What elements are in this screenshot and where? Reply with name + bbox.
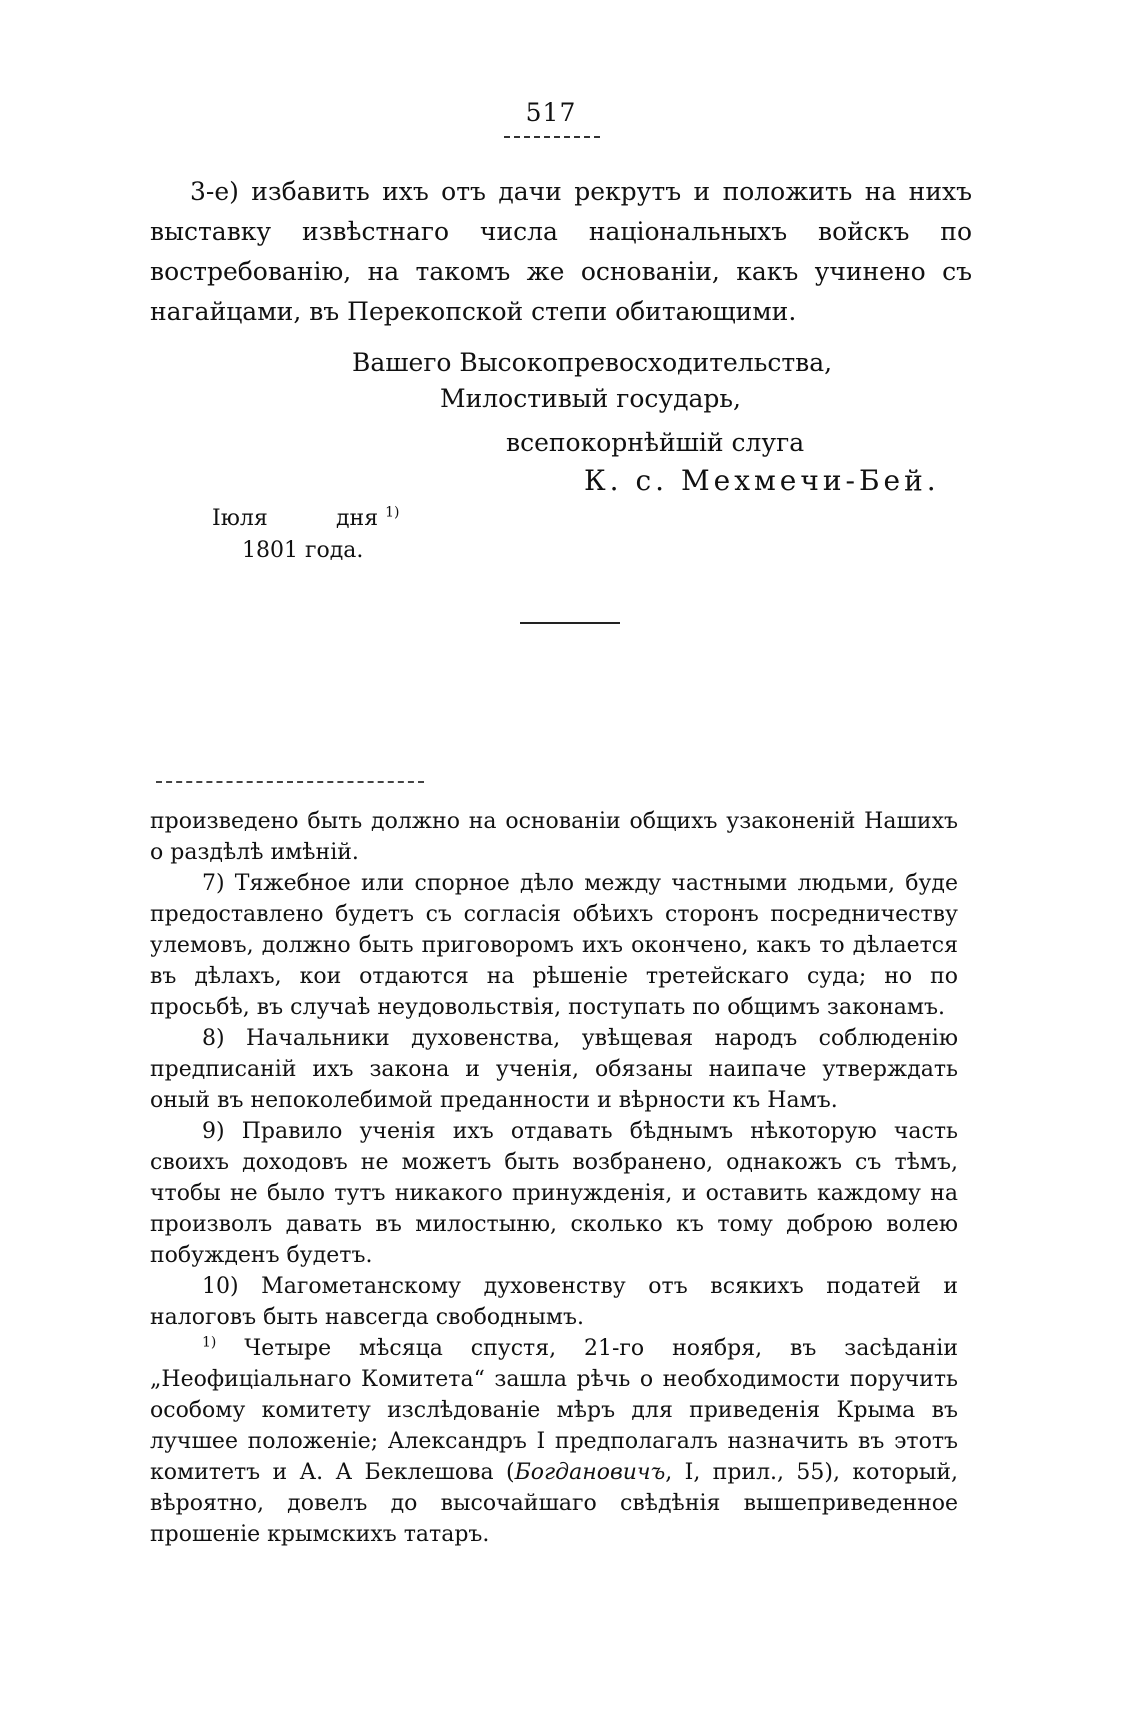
article-7-paragraph: 7) Тяжебное или спорное дѣло между частными людьми, буде предоставлено будетъ съ согласія обѣихъ сторонъ посредничеству улемовъ, должно быть приговоромъ ихъ окончено, какъ то дѣлается въ дѣлахъ, кои отдаются на рѣшеніе третейскаго суда; но по просьбѣ, въ случаѣ неудовольствія, поступать по общимъ законамъ. — [150, 871, 958, 1020]
footnote-text-part1: Четыре мѣсяца спустя, 21-го ноября, въ засѣданіи „Неофиціальнаго Комитета“ зашла рѣчь о необходимости поручить особому комитету изслѣдованіе мѣръ для приведенія Крыма въ лучшее положеніе; Александръ I предполагалъ назначить въ этотъ комитетъ и А. А Беклешова ( — [150, 1336, 959, 1485]
continuation-text — [150, 806, 958, 1550]
signature-name: К. с. Мехмечи-Бей. — [584, 464, 940, 497]
article-8-paragraph: 8) Начальники духовенства, увѣщевая народъ соблюденію предписаній ихъ закона и ученія, обязаны наипаче утверждать оный въ непоколебимой преданности и вѣрности къ Намъ. — [150, 1026, 958, 1113]
footnote-mark: 1) — [202, 1334, 217, 1351]
date-month: Іюля — [212, 506, 268, 531]
footnote-divider — [156, 781, 424, 783]
footnote-citation: Богдановичъ — [514, 1460, 666, 1485]
footnote-text-part2: , I, прил., 55), который, вѣроятно, довелъ до высочайшаго свѣдѣнія вышеприведенное прошеніе крымскихъ татаръ. — [150, 1460, 958, 1547]
section-divider — [520, 622, 620, 624]
date-day-word: дня — [336, 506, 379, 531]
footnote-paragraph — [150, 1333, 958, 1550]
date-day-line — [212, 506, 399, 531]
page-number-rule — [504, 136, 600, 138]
continuation-paragraph-1: произведено быть должно на основаніи общихъ узаконеній Нашихъ о раздѣлѣ имѣній. — [150, 809, 958, 865]
article-10-paragraph: 10) Магометанскому духовенству отъ всякихъ податей и налоговъ быть навсегда свободнымъ. — [150, 1274, 958, 1330]
signature-salutation: Вашего Высокопревосходительства, — [352, 348, 833, 377]
date-year: 1801 года. — [242, 538, 364, 563]
signature-closing: всепокорнѣйшій слуга — [506, 428, 805, 457]
article-9-paragraph: 9) Правило ученія ихъ отдавать бѣднымъ нѣкоторую часть своихъ доходовъ не можетъ быть возбранено, однакожъ съ тѣмъ, чтобы не было тутъ никакого принужденія, и оставить каждому на произволъ давать въ милостыню, сколько къ тому доброю волею побужденъ будетъ. — [150, 1119, 958, 1268]
signature-address: Милостивый государь, — [440, 384, 741, 413]
footnote-reference: 1) — [385, 504, 400, 521]
main-paragraph: 3-е) избавить ихъ отъ дачи рекрутъ и положить на нихъ выставку извѣстнаго числа національныхъ войскъ по востребованію, на такомъ же основаніи, какъ учинено съ нагайцами, въ Перекопской степи обитающими. — [150, 177, 972, 326]
page-number: 517 — [525, 98, 577, 127]
